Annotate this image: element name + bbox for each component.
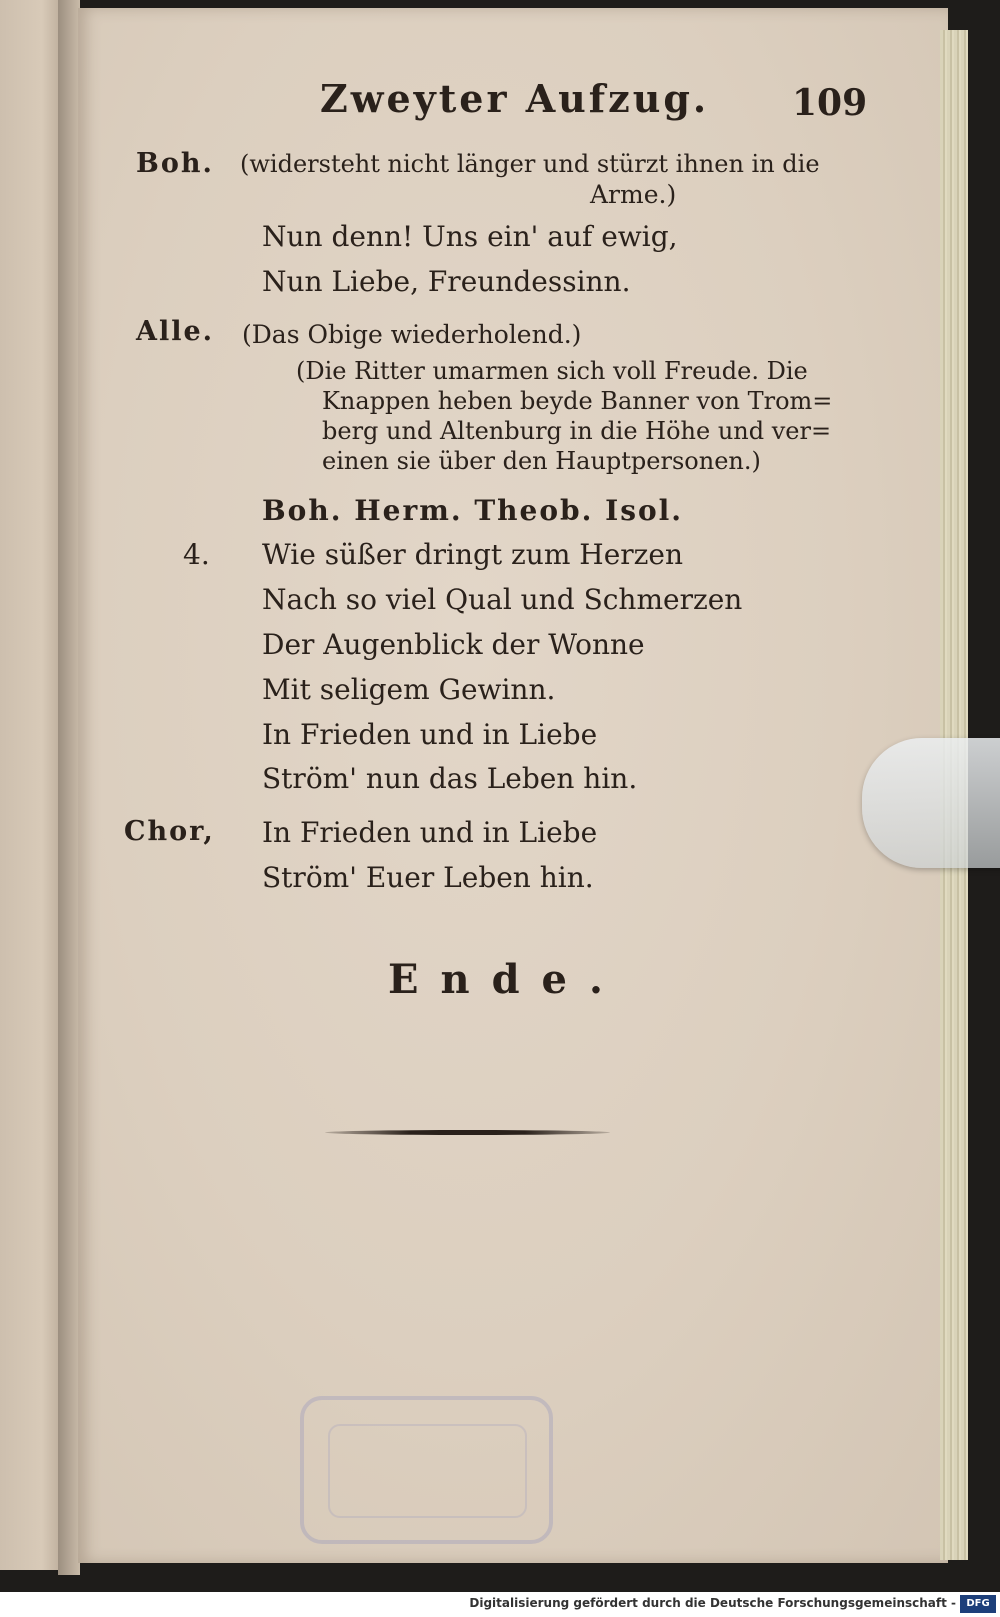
library-stamp	[300, 1396, 553, 1544]
verse-line: Nun denn! Uns ein' auf ewig,	[262, 220, 678, 253]
speaker-group: Boh. Herm. Theob. Isol.	[262, 494, 684, 527]
stage-direction: (Das Obige wiederholend.)	[242, 320, 582, 349]
speaker-label: Alle.	[136, 316, 215, 347]
verse-line: Ström' Euer Leben hin.	[262, 861, 594, 894]
stanza-number: 4.	[183, 538, 210, 571]
verse-line: Ström' nun das Leben hin.	[262, 762, 638, 795]
verse-line: In Frieden und in Liebe	[262, 816, 598, 849]
speaker-label: Boh.	[136, 148, 214, 179]
footer-bar	[0, 1592, 1000, 1617]
stage-direction: berg und Altenburg in die Höhe und ver=	[322, 417, 832, 445]
book-gutter	[58, 0, 80, 1575]
dfg-logo-icon: DFG	[960, 1595, 996, 1613]
verse-line: Wie süßer dringt zum Herzen	[262, 538, 684, 571]
closing-rule	[325, 1130, 610, 1135]
stage-direction: Knappen heben beyde Banner von Trom=	[322, 387, 833, 415]
stage-direction: Arme.)	[590, 180, 677, 209]
page-clip	[862, 738, 1000, 868]
stage-direction: (Die Ritter umarmen sich voll Freude. Die	[296, 357, 808, 385]
verse-line: Nun Liebe, Freundessinn.	[262, 265, 631, 298]
running-head: Zweyter Aufzug.	[320, 76, 710, 121]
page-number: 109	[792, 82, 868, 124]
stage-direction: (widersteht nicht länger und stürzt ihnen in die	[240, 150, 820, 178]
speaker-label: Chor,	[124, 816, 215, 847]
ende-heading: Ende.	[388, 956, 625, 1003]
verse-line: Nach so viel Qual und Schmerzen	[262, 583, 743, 616]
footer-credit: Digitalisierung gefördert durch die Deutsche Forschungsgemeinschaft -	[469, 1596, 956, 1610]
verse-line: Der Augenblick der Wonne	[262, 628, 645, 661]
library-stamp-inner	[328, 1424, 527, 1518]
verse-line: In Frieden und in Liebe	[262, 718, 598, 751]
stage-direction: einen sie über den Hauptpersonen.)	[322, 447, 761, 475]
verse-line: Mit seligem Gewinn.	[262, 673, 556, 706]
